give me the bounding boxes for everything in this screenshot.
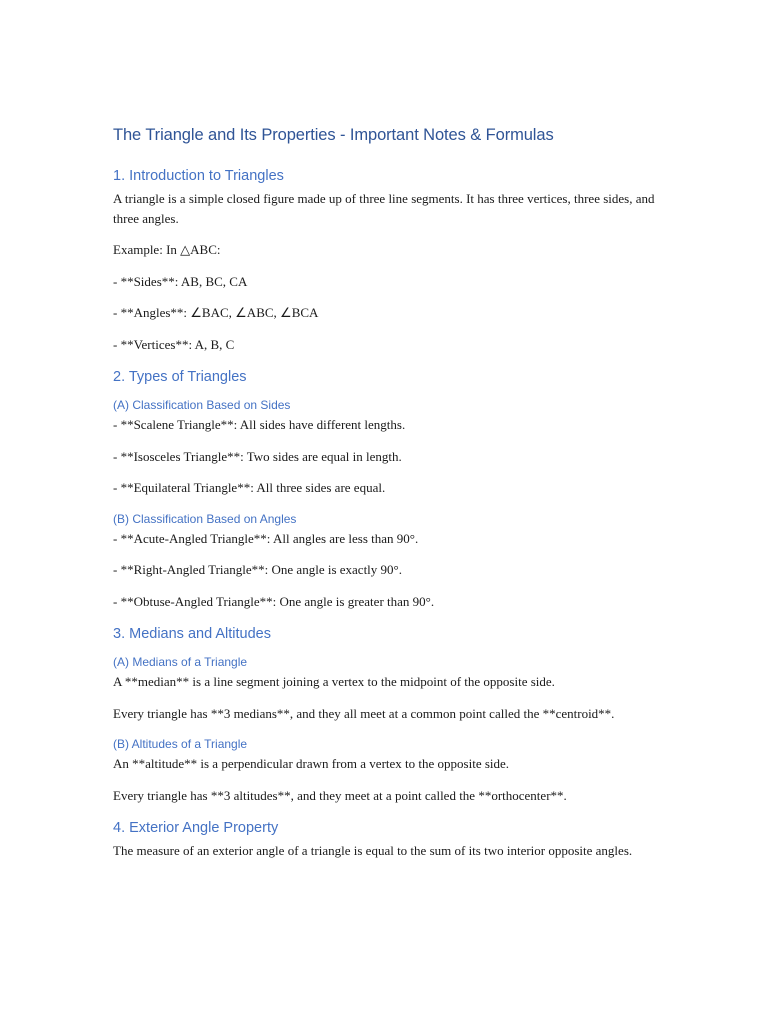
paragraph: - **Right-Angled Triangle**: One angle is exactly 90°. [113,562,402,577]
section-heading-exterior-angle: 4. Exterior Angle Property [113,820,279,836]
subsection-heading-altitudes: (B) Altitudes of a Triangle [113,737,248,751]
paragraph: - **Angles**: ∠BAC, ∠ABC, ∠BCA [113,305,319,320]
paragraph: Every triangle has **3 altitudes**, and they meet at a point called the **orthocenter**. [113,787,567,803]
paragraph: - **Sides**: AB, BC, CA [113,273,248,289]
paragraph: Example: In △ABC: [113,242,221,257]
subsection-heading-medians: (A) Medians of a Triangle [113,655,248,669]
section-heading-introduction: 1. Introduction to Triangles [113,168,284,184]
paragraph: - **Scalene Triangle**: All sides have different lengths. [113,417,406,432]
document-title: The Triangle and Its Properties - Important Notes & Formulas [113,126,554,144]
document-body [113,122,658,873]
subsection-heading-angles: (B) Classification Based on Angles [113,511,297,526]
paragraph: A **median** is a line segment joining a vertex to the midpoint of the opposite side. [113,674,555,689]
subsection-heading-sides: (A) Classification Based on Sides [113,398,291,412]
paragraph: Every triangle has **3 medians**, and they all meet at a common point called the **centroid**. [113,705,615,721]
paragraph: - **Acute-Angled Triangle**: All angles are less than 90°. [113,530,419,546]
paragraph: - **Isosceles Triangle**: Two sides are equal in length. [113,448,402,464]
paragraph: A triangle is a simple closed figure made up of three line segments. It has three vertices, three sides, and three angles. [113,191,655,226]
paragraph: - **Obtuse-Angled Triangle**: One angle is greater than 90°. [113,593,435,609]
section-heading-types: 2. Types of Triangles [113,369,247,385]
section-heading-medians-altitudes: 3. Medians and Altitudes [113,626,271,642]
paragraph: The measure of an exterior angle of a triangle is equal to the sum of its two interior opposite angles. [113,843,633,858]
paragraph: - **Vertices**: A, B, C [113,336,235,352]
paragraph: An **altitude** is a perpendicular drawn from a vertex to the opposite side. [113,756,510,771]
paragraph: - **Equilateral Triangle**: All three sides are equal. [113,480,386,495]
